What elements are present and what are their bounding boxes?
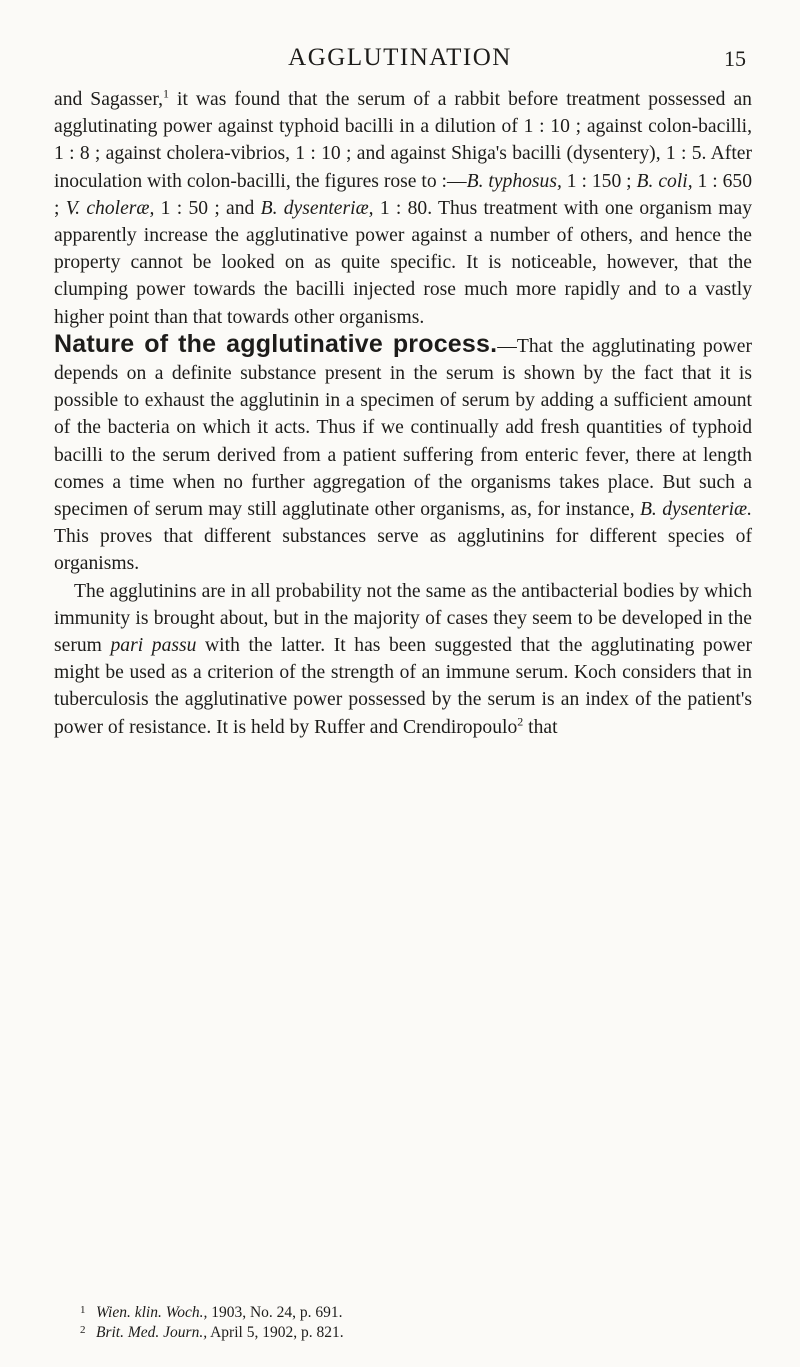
text-run: that: [523, 716, 558, 738]
text-run: and Sagasser,: [54, 89, 163, 110]
footnote-text: [96, 1323, 344, 1343]
text-run: 1 : 650 ;: [54, 170, 753, 219]
footnote-text: [96, 1303, 343, 1323]
text-run: with the latter. It has been suggested that the agglutinating power might be used as a criterion of the strength of an immune serum. Koch considers that in tuberculosis the agglutinative power possessed by the serum is an index of the patient's power of resistance. It is held by Ruffer and Crendiropoulo: [54, 635, 752, 738]
journal-title: Wien. klin. Woch.,: [96, 1304, 208, 1321]
species-name: V. choleræ,: [65, 197, 155, 219]
species-name: B. dysenteriæ,: [260, 197, 374, 219]
footnote-1: [0, 1303, 800, 1323]
journal-title: Brit. Med. Journ.,: [96, 1324, 208, 1341]
text-run: 1 : 80. Thus treatment with one organism may apparently increase the agglutinative power against a number of others, and hence the property cannot be looked on as quite specific. It is noticeable, however, that the clumping power towards the bacilli injected rose much more rapidly and to a vastly higher point than that towards other organisms.: [54, 197, 753, 328]
text-run: it was found that the serum of a rabbit before treatment possessed an agglutinating power against typhoid bacilli in a dilution of 1 : 10 ; against colon-bacilli, 1 : 8 ; against cholera-vibrios, 1 : 10 ; and against Shiga's bacilli (dysentery), 1 : 5. After inoculation with colon-bacilli, the figures rose to :—: [54, 89, 752, 192]
paragraph-3: [54, 578, 752, 741]
paragraph-2: [54, 331, 752, 578]
text-run: 1 : 50 ; and: [154, 197, 261, 219]
footnote-2: [0, 1323, 800, 1343]
text-run: —That the agglutinating power depends on a definite substance present in the serum is shown by the fact that it is possible to exhaust the agglutinin in a specimen of serum by adding a sufficient amount of the bacteria on which it acts. Thus if we continually add fresh quantities of typhoid bacilli to the serum derived from a patient suffering from enteric fever, there at length comes a time when no further aggregation of the organisms takes place. But such a specimen of serum may still agglutinate other organisms, as, for instance,: [54, 335, 752, 521]
footnote-mark: 2: [80, 1324, 86, 1336]
latin-phrase: pari passu: [110, 635, 197, 657]
running-head: AGGLUTINATION: [288, 44, 512, 71]
citation-detail: April 5, 1902, p. 821.: [207, 1324, 344, 1341]
footnote-mark: 1: [80, 1304, 86, 1316]
paragraph-1: [54, 86, 752, 331]
text-run: 1 : 150 ;: [561, 170, 637, 192]
text-run: This proves that different substances serve as agglutinins for different species of organisms.: [54, 526, 752, 575]
section-heading: Nature of the agglutinative process.: [54, 329, 498, 358]
species-name: B. typhosus,: [466, 170, 562, 192]
species-name: B. dysenteriæ.: [639, 499, 752, 521]
footnote-reference: 2: [517, 714, 524, 729]
page-number: 15: [724, 46, 746, 71]
footnotes: [0, 1303, 800, 1343]
text-run: The agglutinins are in all probability not the same as the antibacterial bodies by which immunity is brought about, but in the majority of cases they seem to be developed in the serum: [54, 580, 752, 657]
citation-detail: 1903, No. 24, p. 691.: [207, 1304, 343, 1321]
species-name: B. coli,: [636, 170, 693, 192]
body-text: [54, 86, 752, 741]
page-header: [0, 44, 800, 74]
footnote-reference: 1: [162, 86, 169, 101]
